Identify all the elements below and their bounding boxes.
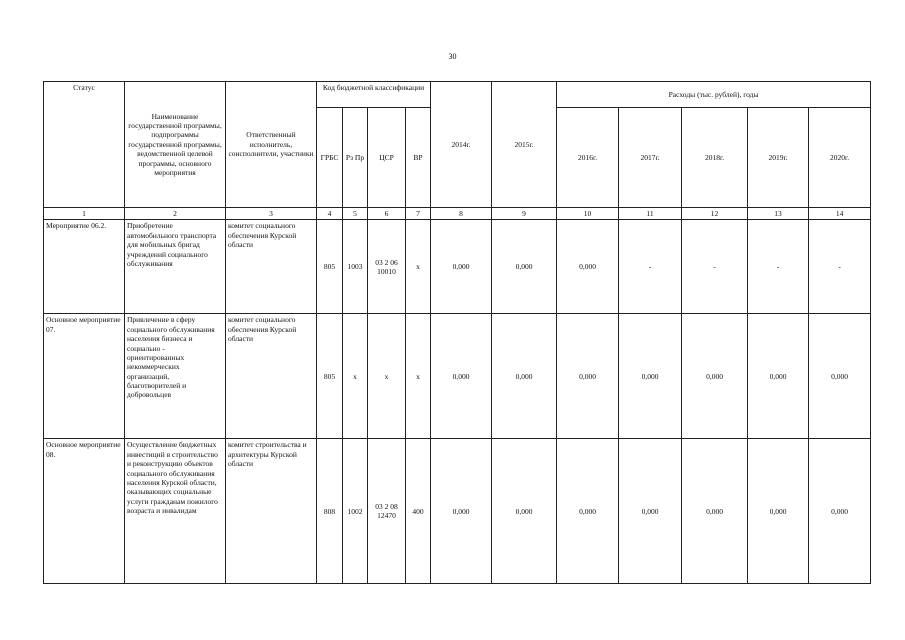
column-number: 8 — [431, 208, 492, 220]
header-csr: ЦСР — [368, 108, 406, 208]
row-value-2017: 0,000 — [619, 314, 682, 439]
column-number: 6 — [368, 208, 406, 220]
column-number: 2 — [125, 208, 226, 220]
row-value-2019: 0,000 — [748, 314, 809, 439]
row-value-2018: 0,000 — [682, 439, 748, 584]
row-status: Основное мероприятие 07. — [44, 314, 125, 439]
row-value-2015: 0,000 — [492, 314, 557, 439]
row-rzpr: x — [343, 314, 368, 439]
header-expenses: Расходы (тыс. рублей), годы — [557, 82, 871, 108]
column-number: 10 — [557, 208, 619, 220]
column-number: 5 — [343, 208, 368, 220]
table-row — [44, 439, 871, 584]
header-rzpr: Рз Пр — [343, 108, 368, 208]
row-status: Мероприятие 06.2. — [44, 220, 125, 314]
header-name: Наименование государственной программы, подпрограммы государственной программы, ведомственной целевой программы, основного мероприятия — [125, 82, 226, 208]
column-number: 1 — [44, 208, 125, 220]
column-number: 4 — [317, 208, 343, 220]
table-row — [44, 220, 871, 314]
header-vr: ВР — [406, 108, 431, 208]
header-year-2016: 2016г. — [557, 108, 619, 208]
row-value-2015: 0,000 — [492, 439, 557, 584]
row-csr: x — [368, 314, 406, 439]
row-executor: комитет строительства и архитектуры Курской области — [226, 439, 317, 584]
header-executor: Ответственный исполнитель, соисполнители, участники — [226, 82, 317, 208]
column-number: 7 — [406, 208, 431, 220]
page-number: 30 — [448, 52, 457, 61]
row-value-2014: 0,000 — [431, 314, 492, 439]
row-executor: комитет социального обеспечения Курской области — [226, 220, 317, 314]
header-year-2020: 2020г. — [809, 108, 871, 208]
row-value-2020: 0,000 — [809, 314, 871, 439]
row-executor: комитет социального обеспечения Курской области — [226, 314, 317, 439]
header-year-2014-label: 2014г. — [451, 139, 471, 149]
row-grbs: 808 — [317, 439, 343, 584]
column-number: 13 — [748, 208, 809, 220]
header-year-2014 — [431, 82, 492, 208]
row-value-2019: - — [748, 220, 809, 314]
table-row — [44, 314, 871, 439]
header-year-2018: 2018г. — [682, 108, 748, 208]
row-vr: x — [406, 314, 431, 439]
header-grbs: ГРБС — [317, 108, 343, 208]
row-value-2016: 0,000 — [557, 220, 619, 314]
row-csr: 03 2 06 10010 — [368, 220, 406, 314]
header-year-2019: 2019г. — [748, 108, 809, 208]
row-value-2017: - — [619, 220, 682, 314]
row-value-2015: 0,000 — [492, 220, 557, 314]
row-value-2019: 0,000 — [748, 439, 809, 584]
row-value-2016: 0,000 — [557, 314, 619, 439]
column-number: 3 — [226, 208, 317, 220]
row-status: Основное мероприятие 08. — [44, 439, 125, 584]
row-name: Приобретение автомобильного транспорта для мобильных бригад учреждений социального обслуживания — [125, 220, 226, 314]
header-year-2015 — [492, 82, 557, 208]
header-year-2017: 2017г. — [619, 108, 682, 208]
header-status: Статус — [44, 82, 125, 208]
row-value-2017: 0,000 — [619, 439, 682, 584]
row-value-2018: 0,000 — [682, 314, 748, 439]
header-budget-code: Код бюджетной классификации — [317, 82, 431, 108]
row-value-2014: 0,000 — [431, 220, 492, 314]
row-csr: 03 2 08 12470 — [368, 439, 406, 584]
column-number: 11 — [619, 208, 682, 220]
row-grbs: 805 — [317, 314, 343, 439]
column-number: 14 — [809, 208, 871, 220]
row-vr: 400 — [406, 439, 431, 584]
row-value-2018: - — [682, 220, 748, 314]
row-value-2020: - — [809, 220, 871, 314]
budget-table — [43, 81, 871, 584]
row-value-2014: 0,000 — [431, 439, 492, 584]
row-value-2020: 0,000 — [809, 439, 871, 584]
column-number: 9 — [492, 208, 557, 220]
row-grbs: 805 — [317, 220, 343, 314]
row-name: Осуществление бюджетных инвестиций в строительство и реконструкцию объектов социального обслуживания населения Курской области, оказывающих социальные услуги гражданам пожилого возраста и инвалидам — [125, 439, 226, 584]
row-rzpr: 1003 — [343, 220, 368, 314]
row-value-2016: 0,000 — [557, 439, 619, 584]
row-name: Привлечение в сферу социального обслуживания населения бизнеса и социально - ориентированных некоммерческих организаций, благотворителей и добровольцев — [125, 314, 226, 439]
column-number: 12 — [682, 208, 748, 220]
header-year-2015-label: 2015г. — [514, 139, 534, 149]
column-number-row — [44, 208, 871, 220]
row-rzpr: 1002 — [343, 439, 368, 584]
row-vr: x — [406, 220, 431, 314]
